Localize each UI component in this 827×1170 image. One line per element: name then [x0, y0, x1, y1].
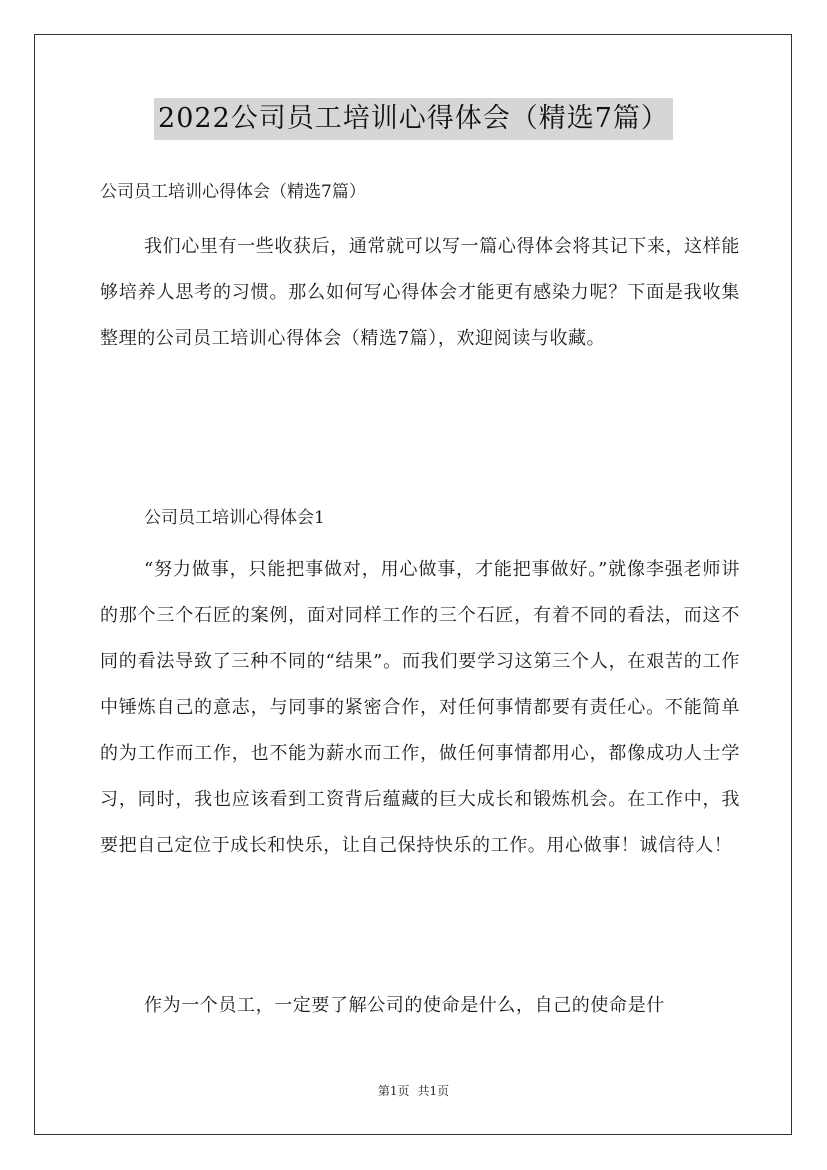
body-paragraph-2: 作为一个员工，一定要了解公司的使命是什么，自己的使命是什	[144, 995, 665, 1016]
page-current-label: 第1页	[377, 1084, 410, 1098]
section-heading: 公司员工培训心得体会1	[144, 508, 325, 528]
page-total-label: 共1页	[417, 1084, 450, 1098]
page-footer	[0, 1083, 827, 1099]
title-container	[0, 98, 827, 140]
document-title: 2022公司员工培训心得体会（精选7篇）	[154, 98, 673, 140]
intro-paragraph: 我们心里有一些收获后，通常就可以写一篇心得体会将其记下来，这样能够培养人思考的习惯。那么如何写心得体会才能更有感染力呢？下面是我收集整理的公司员工培训心得体会（精选7篇），欢迎阅读与收藏。	[100, 236, 740, 349]
body-paragraph-1: “努力做事，只能把事做对，用心做事，才能把事做好。”就像李强老师讲的那个三个石匠的案例，面对同样工作的三个石匠，有着不同的看法，而这不同的看法导致了三种不同的“结果”。而我们要学习这第三个人，在艰苦的工作中锤炼自己的意志，与同事的紧密合作，对任何事情都要有责任心。不能简单的为工作而工作，也不能为薪水而工作，做任何事情都用心，都像成功人士学习，同时，我也应该看到工资背后蕴藏的巨大成长和锻炼机会。在工作中，我要把自己定位于成长和快乐，让自己保持快乐的工作。用心做事！诚信待人！	[100, 559, 740, 856]
document-subtitle: 公司员工培训心得体会（精选7篇）	[100, 182, 366, 202]
